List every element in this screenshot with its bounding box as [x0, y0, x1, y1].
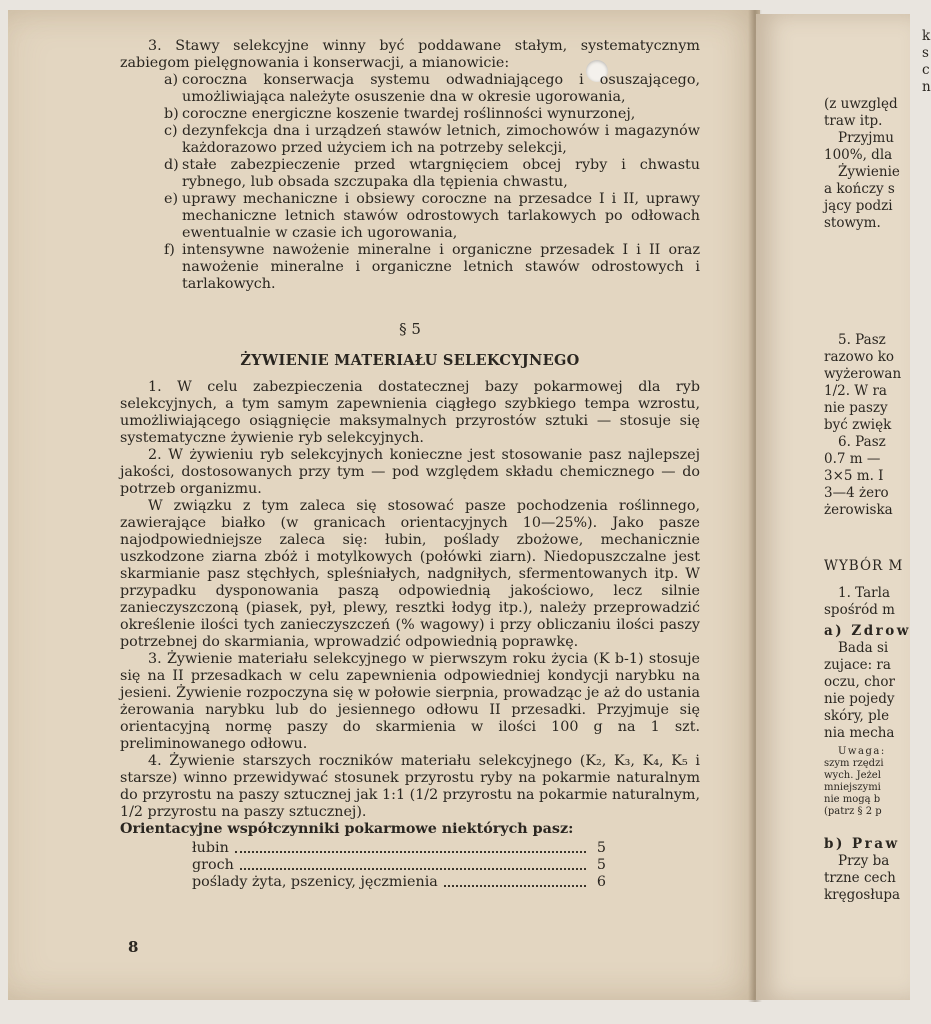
- table-row: łubin 5: [192, 840, 606, 856]
- right-note-block: Uwaga: szym rzędzi wych. Jeżel mniejszymi nie mogą b (patrz § 2 p: [824, 746, 886, 817]
- intro-paragraph: 3. Stawy selekcyjne winny być poddawane stałym, systematycznym zabiegom pielęgnowania i konserwacji, a mianowicie:: [120, 38, 700, 71]
- section-number: § 5: [399, 320, 421, 338]
- list-item: e) uprawy mechaniczne i obsiewy coroczne na przesadce I i II, uprawy mechaniczne letnich stawów odrostowych tarlakowych po odłowach ewentualnie w czasie ich ugorowania,: [164, 191, 700, 241]
- list-item: c) dezynfekcja dna i urządzeń stawów letnich, zimochowów i magazynów każdorazowo przed użyciem ich na potrzeby selekcji,: [164, 123, 700, 156]
- left-page: [8, 10, 760, 1000]
- section-title: ŻYWIENIE MATERIAŁU SELEKCYJNEGO: [240, 352, 580, 369]
- paragraph: 4. Żywienie starszych roczników materiału selekcyjnego (K₂, K₃, K₄, K₅ i starsze) winno przewidywać stosunek przyrostu ryby na pokarmie naturalnym do przyrostu na paszy sztucznej jak 1:1 (1/2 przyrostu na pokarmie naturalnym, 1/2 przyrostu na paszy sztucznej).: [120, 753, 700, 820]
- paragraph: 1. W celu zabezpieczenia dostatecznej bazy pokarmowej dla ryb selekcyjnych, a tym samym zapewnienia ciągłego szybkiego tempa wzrostu, umożliwiającego osiągnięcie maksymalnych przyrostów sztuki — stosuje się systematyczne żywienie ryb selekcyjnych.: [120, 379, 700, 446]
- page-number: 8: [128, 938, 139, 956]
- right-text-block-5: b) Praw Przy ba trzne cech kręgosłupa: [824, 836, 901, 903]
- table-row: groch 5: [192, 857, 606, 873]
- paragraph: 3. Żywienie materiału selekcyjnego w pierwszym roku życia (K b-1) stosuje się na II przesadkach w celu zapewnienia odpowiedniej kondycji narybku na jesieni. Żywienie rozpoczyna się w połowie sierpnia, prowadząc je aż do ustania żerowania narybku lub do jesiennego odłowu II przesadki. Przyjmuje się orientacyjną normę paszy do skarmienia w ilości 100 g na 1 szt. preliminowanego odłowu.: [120, 651, 700, 752]
- dot-leader: [235, 851, 586, 853]
- list-item: b) coroczne energiczne koszenie twardej roślinności wynurzonej,: [164, 106, 636, 122]
- list-item: d) stałe zabezpieczenie przed wtargnięciem obcej ryby i chwastu rybnego, lub obsada szczupaka dla tępienia chwastu,: [164, 157, 700, 190]
- right-text-block-2: 5. Pasz razowo ko wyżerowan 1/2. W ra nie paszy być zwięk 6. Pasz 0.7 m — 3×5 m. I 3—4 żero żerowiska: [824, 332, 902, 518]
- table-row: poślady żyta, pszenicy, jęczmienia 6: [192, 874, 606, 890]
- maintenance-list: [120, 72, 700, 293]
- list-item: f) intensywne nawożenie mineralne i organiczne przesadek I i II oraz nawożenie mineralne i organiczne letnich stawów odrostowych i tarlakowych.: [164, 242, 700, 292]
- table-heading: Orientacyjne współczynniki pokarmowe niektórych pasz:: [120, 821, 574, 837]
- feed-coefficient-table: [192, 840, 606, 891]
- paragraph: 2. W żywieniu ryb selekcyjnych konieczne jest stosowanie pasz najlepszej jakości, dostosowanych przy tym — pod względem składu chemicznego — do potrzeb organizmu.: [120, 447, 700, 497]
- right-text-block-3: WYBÓR M 1. Tarla spośród m a) Zdrow Bada si zujace: ra oczu, chor nie pojedy skóry, ple nia mecha: [824, 558, 911, 741]
- right-page: [756, 14, 931, 1000]
- right-text-block-1: k s c n (z uwzględ traw itp. Przyjmu 100%, dla Żywienie a kończy s jący podzi stowym.: [824, 28, 931, 231]
- left-page-content: [120, 38, 700, 891]
- list-item: a) coroczna konserwacja systemu odwadniającego i osuszającego, umożliwiająca należyte osuszenie dna w okresie ugorowania,: [164, 72, 700, 105]
- dot-leader: [444, 885, 586, 887]
- dot-leader: [240, 868, 586, 870]
- paragraph: W związku z tym zaleca się stosować pasze pochodzenia roślinnego, zawierające białko (w granicach orientacyjnych 10—25%). Jako pasze najodpowiedniejsze zaleca się: łubin, poślady zbożowe, mechanicznie uszkodzone ziarna zbóż i motylkowych (połówki ziarn). Niedopuszczalne jest skarmianie pasz stęchłych, spleśniałych, nadgniłych, sfermentowanych itp. W przypadku dysponowania paszą odpowiednią jakościowo, lecz silnie zanieczyszczoną (piasek, pył, plewy, resztki łodyg itp.), należy przeprowadzić określenie ilości tych zanieczyszczeń (% wagowy) i przy obliczaniu ilości paszy potrzebnej do skarmiania, wprowadzić odpowiednią poprawkę.: [120, 498, 700, 650]
